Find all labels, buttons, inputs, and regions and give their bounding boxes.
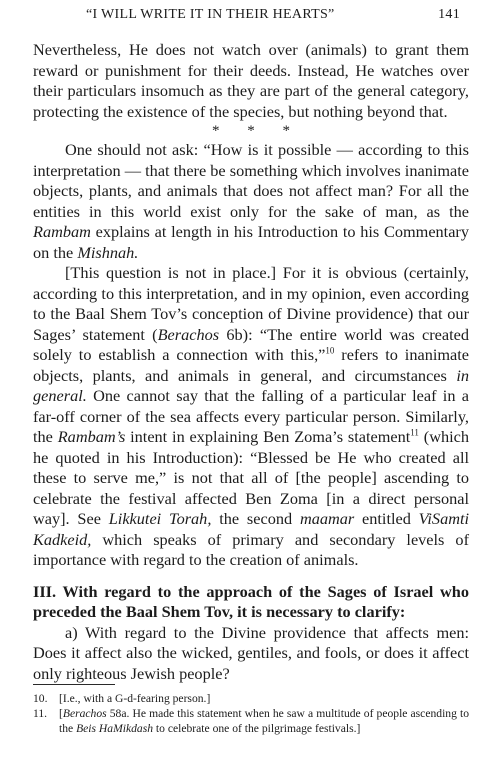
p3-berachos: Berachos — [157, 324, 220, 344]
p3-text-g: the second — [211, 509, 300, 528]
p3-in-general: in general. — [33, 365, 469, 405]
footnote-text — [59, 706, 469, 736]
fn11-beis-hamikdash: Beis HaMikdash — [76, 722, 154, 735]
paragraph-2 — [33, 140, 469, 263]
p3-rambams: Rambam’s — [57, 427, 126, 446]
p2-text-b: explains at length in his Introduction to his Commentary on the — [33, 222, 469, 262]
p3-text-d: One cannot say that the falling of a particular leaf in a far-off corner of the sea affects every particular person. Similarly, the — [33, 386, 469, 446]
p3-text-f: (which he quoted in his Introduction): “Blessed be He who created all these to serve me,” is not that all of [the people] ascending to celebrate the festival affected Ben Zoma [in a direct personal way]. See — [33, 427, 469, 528]
footnote-11 — [33, 706, 469, 736]
running-title: “I WILL WRITE IT IN THEIR HEARTS” — [86, 7, 335, 22]
fn11-berachos: Berachos — [62, 707, 107, 720]
p3-likkutei-torah: Likkutei Torah, — [108, 509, 212, 528]
p2-text-a: One should not ask: “How is it possible — according to this interpretation — that there be something which involves inanimate objects, plants, and animals that does not affect man? For all the entities in this world exist only for the sake of man, as the — [33, 140, 469, 221]
paragraph-3 — [33, 263, 469, 571]
p3-text-a: [This question is not in place.] For it is obvious (certainly, according to this interpretation, and in my opinion, even according to the Baal Shem Tov’s conception of Divine providence) that our Sages’ statement ( — [33, 263, 469, 344]
footnote-number: 10. — [33, 692, 48, 705]
fn11-text-b: 58a. He made this statement when he saw a multitude of people ascending to the — [59, 707, 469, 735]
p3-maamar: maamar — [299, 509, 355, 528]
paragraph-4: a) With regard to the Divine providence that affects men: Does it affect also the wicked, gentiles, and fools, or does it affect only righteous Jewish people? — [33, 622, 469, 683]
running-header — [36, 7, 460, 27]
p2-mishnah: Mishnah. — [77, 242, 139, 262]
p3-text-c: refers to inanimate objects, plants, and animals in general, and circumstances — [33, 345, 469, 385]
footnotes — [33, 691, 469, 736]
paragraph-1: Nevertheless, He does not watch over (animals) to grant them reward or punishment for their deeds. Instead, He watches over their particulars insomuch as they are part of the general category, protecting the existence of the species, but nothing beyond that. — [33, 40, 469, 121]
fn11-text-c: to celebrate one of the pilgrimage festivals.] — [153, 722, 361, 735]
footnote-10 — [33, 691, 469, 706]
page-number: 141 — [438, 7, 460, 22]
footnote-divider — [33, 684, 115, 685]
p3-text-b: 6b): “The entire world was created solely to establish a connection with this,” — [33, 324, 470, 364]
footnote-ref-10[interactable]: 10 — [325, 345, 335, 356]
section-break: * * * — [212, 123, 302, 139]
footnote-number: 11. — [33, 707, 48, 720]
p3-text-e: intent in explaining Ben Zoma’s statement — [125, 427, 411, 446]
section-heading: III. With regard to the approach of the Sages of Israel who preceded the Baal Shem Tov, it is necessary to clarify: — [33, 581, 469, 621]
footnote-ref-11[interactable]: 11 — [410, 427, 419, 438]
footnote-text: [I.e., with a G-d-fearing person.] — [59, 692, 211, 705]
p3-text-h: entitled — [354, 509, 419, 528]
body-text — [33, 40, 469, 684]
p2-rambam: Rambam — [33, 222, 91, 241]
p3-visamti-kadkeid: ViSamti Kadkeid, — [33, 509, 470, 549]
fn11-text-a: [ — [59, 707, 63, 720]
p3-text-i: which speaks of primary and secondary levels of importance with regard to the creation of animals. — [33, 529, 469, 569]
